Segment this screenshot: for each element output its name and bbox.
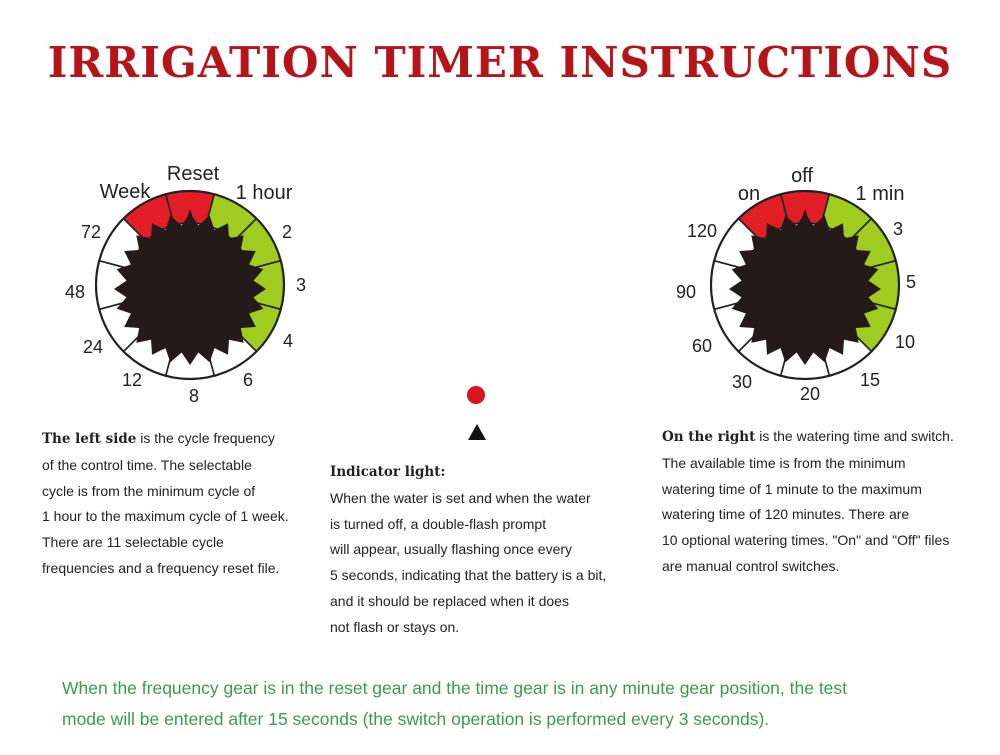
knob-body	[729, 213, 881, 365]
left-desc-line	[42, 426, 289, 453]
dial-label-24: 24	[82, 337, 104, 357]
right-desc-line: are manual control switches.	[662, 557, 840, 574]
dial-label-off: off	[791, 165, 813, 187]
right-desc-line: watering time of 1 minute to the maximum	[662, 480, 922, 497]
right-desc-line: 10 optional watering times. "On" and "Off" files	[662, 532, 950, 549]
right-desc-line-text: is the watering time and switch.	[755, 428, 954, 444]
dial-label-1-hour: 1 hour	[235, 182, 293, 204]
left-desc-line-text: is the cycle frequency	[136, 430, 275, 446]
dial-label-3: 3	[295, 275, 307, 295]
indicator-desc-line: When the water is set and when the water	[330, 489, 591, 506]
dial-label-6: 6	[242, 370, 254, 390]
left-desc-line: There are 11 selectable cycle	[42, 534, 224, 551]
dial-label-4: 4	[282, 331, 294, 351]
indicator-desc-line: not flash or stays on.	[330, 618, 460, 635]
right-desc-line: watering time of 120 minutes. There are	[662, 506, 910, 523]
indicator-desc-line: is turned off, a double-flash prompt	[330, 515, 547, 532]
left-desc-line: cycle is from the minimum cycle of	[42, 482, 256, 499]
dial-label-48: 48	[64, 282, 86, 302]
left-desc-line: of the control time. The selectable	[42, 456, 252, 473]
right-desc-line	[662, 424, 954, 451]
dial-label-120-min: 120	[686, 221, 718, 241]
right-side-description	[662, 424, 954, 580]
dial-label-15-min: 15	[859, 370, 881, 390]
test-mode-note-line: When the frequency gear is in the reset gear and the time gear is in any minute gear position, the test	[62, 678, 848, 698]
page-title: IRRIGATION TIMER INSTRUCTIONS	[47, 38, 953, 87]
dial-label-72: 72	[80, 222, 102, 242]
duration-dial[interactable]	[660, 155, 940, 415]
right-desc-line: The available time is from the minimum	[662, 454, 906, 471]
triangle-marker-icon	[468, 424, 486, 440]
indicator-heading: Indicator light:	[330, 464, 446, 480]
dial-label-3-min: 3	[892, 219, 904, 239]
left-desc-line: frequencies and a frequency reset file.	[42, 559, 280, 576]
left-side-description	[42, 426, 289, 582]
dial-label-90-min: 90	[675, 282, 697, 302]
right-desc-bold: On the right	[662, 429, 756, 445]
dial-label-1-min: 1 min	[855, 183, 905, 205]
dial-label-60-min: 60	[691, 336, 713, 356]
indicator-desc-line: 5 seconds, indicating that the battery is a bit,	[330, 567, 607, 584]
red-dot-icon	[467, 386, 485, 404]
frequency-dial[interactable]	[45, 155, 325, 415]
knob-body	[114, 213, 266, 365]
indicator-desc-line: will appear, usually flashing once every	[330, 541, 573, 558]
dial-label-10-min: 10	[894, 332, 916, 352]
left-desc-bold: The left side	[42, 431, 137, 447]
dial-label-on: on	[737, 183, 761, 205]
dial-label-12: 12	[121, 370, 143, 390]
test-mode-note	[62, 673, 982, 735]
dial-label-week: Week	[99, 181, 151, 203]
dial-label-8: 8	[188, 386, 200, 406]
dial-label-30-min: 30	[731, 372, 753, 392]
dial-label-20-min: 20	[799, 384, 821, 404]
dial-label-reset: Reset	[166, 163, 220, 185]
indicator-light-description	[330, 460, 606, 641]
test-mode-note-line: mode will be entered after 15 seconds (the switch operation is performed every 3 seconds).	[62, 709, 770, 729]
dial-label-5-min: 5	[905, 272, 917, 292]
indicator-desc-line: and it should be replaced when it does	[330, 592, 569, 609]
left-desc-line: 1 hour to the maximum cycle of 1 week.	[42, 508, 289, 525]
dial-label-2: 2	[281, 222, 293, 242]
